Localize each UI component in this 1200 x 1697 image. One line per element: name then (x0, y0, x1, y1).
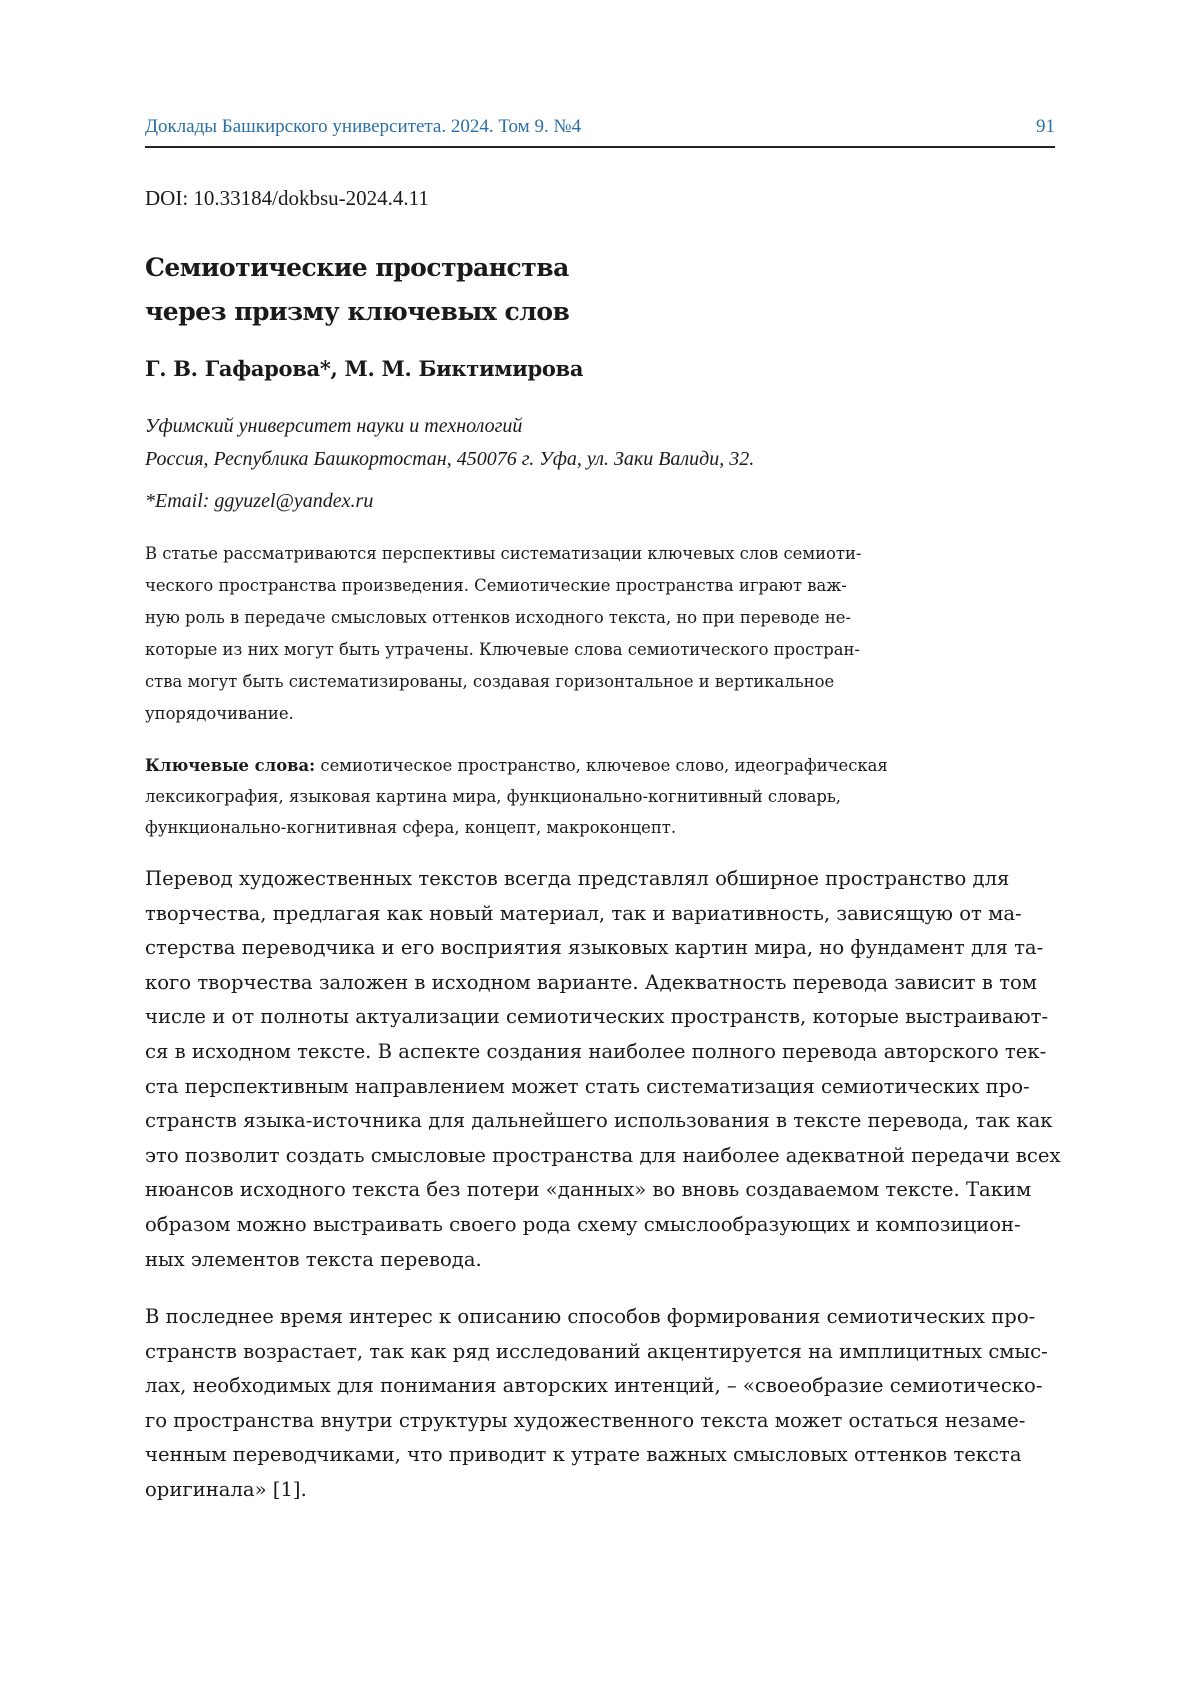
abstract-line: ства могут быть систематизированы, создавая горизонтальное и вертикальное (145, 666, 935, 698)
keywords-line (145, 750, 945, 781)
abstract-line: упорядочивание. (145, 698, 935, 730)
body-line: нюансов исходного текста без потери «данных» во вновь создаваемом тексте. Таким (145, 1173, 1055, 1208)
doi[interactable]: DOI: 10.33184/dokbsu-2024.4.11 (145, 186, 429, 211)
body-line: оригинала» [1]. (145, 1473, 1055, 1508)
title-line: Семиотические пространства (145, 246, 1055, 290)
body-line: Перевод художественных текстов всегда представлял обширное пространство для (145, 862, 1055, 897)
running-header (145, 116, 1055, 148)
body-line: образом можно выстраивать своего рода схему смыслообразующих и композицион- (145, 1208, 1055, 1243)
abstract-line: которые из них могут быть утрачены. Ключевые слова семиотического простран- (145, 634, 935, 666)
affiliation-line: Россия, Республика Башкортостан, 450076 г. Уфа, ул. Заки Валиди, 32. (145, 443, 754, 476)
body-paragraph-2 (145, 1300, 1055, 1508)
body-line: лах, необходимых для понимания авторских интенций, – «своеобразие семиотическо- (145, 1369, 1055, 1404)
body-line: странств языка-источника для дальнейшего использования в тексте перевода, так как (145, 1104, 1055, 1139)
email[interactable]: *Email: ggyuzel@yandex.ru (145, 490, 373, 513)
page-number: 91 (1036, 116, 1055, 138)
body-line: кого творчества заложен в исходном варианте. Адекватность перевода зависит в том (145, 966, 1055, 1001)
body-line: ных элементов текста перевода. (145, 1243, 1055, 1278)
abstract (145, 538, 935, 730)
body-line: ся в исходном тексте. В аспекте создания наиболее полного перевода авторского тек- (145, 1035, 1055, 1070)
body-line: го пространства внутри структуры художественного текста может остаться незаме- (145, 1404, 1055, 1439)
keywords-label: Ключевые слова: (145, 756, 315, 775)
keywords-text: семиотическое пространство, ключевое слово, идеографическая (315, 756, 888, 775)
body-line: это позволит создать смысловые пространства для наиболее адекватной передачи всех (145, 1139, 1055, 1174)
body-line: В последнее время интерес к описанию способов формирования семиотических про- (145, 1300, 1055, 1335)
authors: Г. В. Гафарова*, М. М. Биктимирова (145, 356, 583, 381)
keywords-line: функционально-когнитивная сфера, концепт, макроконцепт. (145, 812, 945, 843)
affiliation-line: Уфимский университет науки и технологий (145, 410, 754, 443)
abstract-line: В статье рассматриваются перспективы систематизации ключевых слов семиоти- (145, 538, 935, 570)
keywords-line: лексикография, языковая картина мира, функционально-когнитивный словарь, (145, 781, 945, 812)
title-line: через призму ключевых слов (145, 290, 1055, 334)
body-line: стерства переводчика и его восприятия языковых картин мира, но фундамент для та- (145, 931, 1055, 966)
abstract-line: ческого пространства произведения. Семиотические пространства играют важ- (145, 570, 935, 602)
body-paragraph-1 (145, 862, 1055, 1277)
affiliation (145, 410, 754, 476)
body-line: ста перспективным направлением может стать систематизация семиотических про- (145, 1070, 1055, 1105)
body-line: числе и от полноты актуализации семиотических пространств, которые выстраивают- (145, 1000, 1055, 1035)
article-title (145, 246, 1055, 334)
abstract-line: ную роль в передаче смысловых оттенков исходного текста, но при переводе не- (145, 602, 935, 634)
body-line: странств возрастает, так как ряд исследований акцентируется на имплицитных смыс- (145, 1335, 1055, 1370)
journal-title[interactable]: Доклады Башкирского университета. 2024. Том 9. №4 (145, 116, 581, 138)
body-line: творчества, предлагая как новый материал, так и вариативность, зависящую от ма- (145, 897, 1055, 932)
body-line: ченным переводчиками, что приводит к утрате важных смысловых оттенков текста (145, 1438, 1055, 1473)
keywords (145, 750, 945, 843)
